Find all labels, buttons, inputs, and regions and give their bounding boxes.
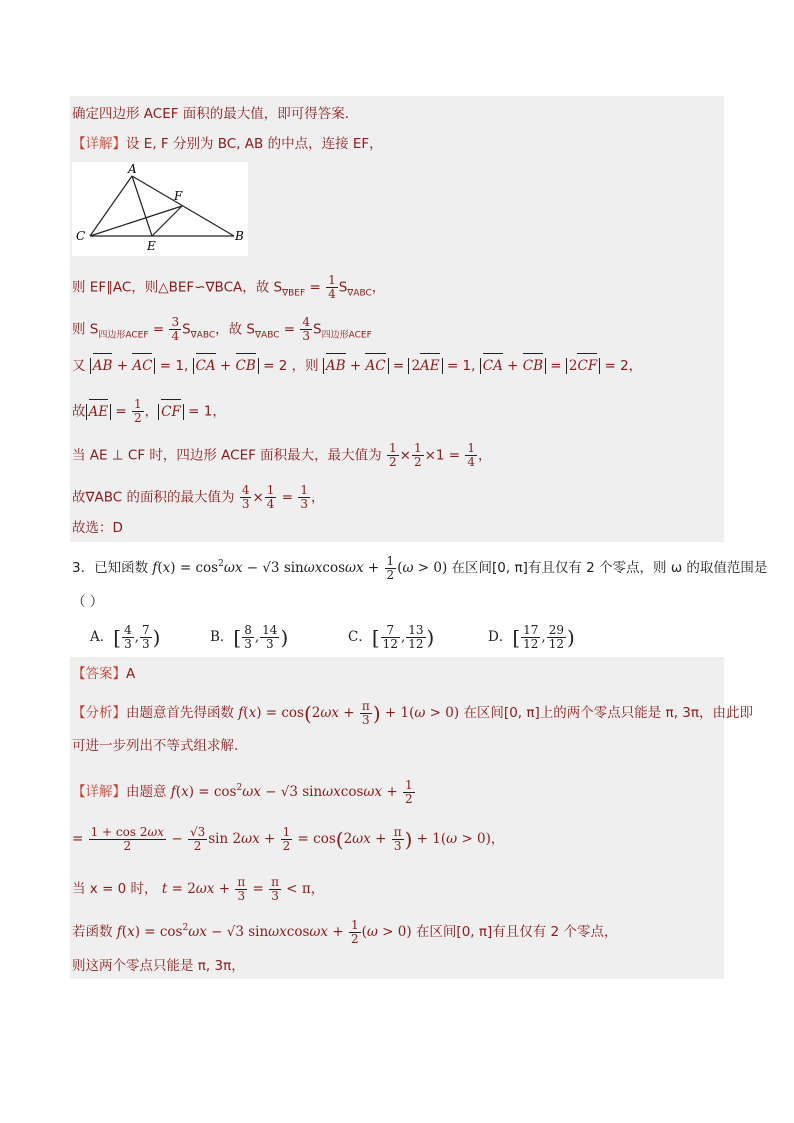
question-3	[72, 554, 767, 582]
l8-frac-1: $\frac{4}{3}$	[241, 483, 250, 511]
detail-line-3	[72, 876, 324, 903]
l5-abs-2: CA + CB	[193, 358, 259, 374]
detail-tag-2: 【详解】	[72, 784, 126, 800]
text-line-3	[72, 274, 385, 304]
question-3-paren: （ ）	[72, 594, 104, 610]
text-line-7: 当 AE ⊥ CF 时，四边形 ACEF 面积最大，最大值为 $\frac{1}{2}$ × $\frac{1}{2}$ ×1 = $\frac{1}{4}$ ，	[72, 441, 492, 469]
l5-abs-4: 2AE	[408, 358, 442, 374]
x0-formula: t = 2ωx + $\frac{\pi}{3}$ = $\frac{\pi}{3}$ < π，	[161, 875, 325, 903]
detail-line-2: = $\frac{1 + \cos 2\omega x}{2}$ − $\frac{√3}{2}$ sin 2ωx + $\frac{1}{2}$ = cos(2ωx + $\frac{\pi}{3}$ ) + 1(ω > 0)，	[72, 825, 505, 853]
l3-s: S	[338, 279, 348, 296]
text-line-4: 则 $S_{四边形ACEF}$ = $\frac{3}{4}$ $S_{\nabla ABC}$，故 $S_{\nabla ABC}$ = $\frac{4}{3}$ $S_{四边形ACEF}$	[72, 315, 372, 343]
option-c[interactable]: C．[ $\frac{7}{12}$ , $\frac{13}{12}$ )	[348, 623, 435, 651]
detail-line-5: 则这两个零点只能是 π, 3π，	[72, 958, 245, 974]
text-line-5: 又 AB + AC = 1, CA + CB = 2 ，则 AB + AC = 2AE = 1, CA + CB = 2CF = 2，	[72, 358, 643, 374]
l3-end: ，	[371, 279, 386, 296]
text-line-1: 确定四边形 ACEF 面积的最大值，即可得答案.	[72, 106, 350, 122]
label-A: A	[128, 162, 137, 176]
answer-tag: 【答案】	[72, 666, 126, 682]
ifn-post: 在区间[0, π]有且仅有 2 个零点，	[415, 924, 618, 940]
analysis-pre: 由题意首先得函数	[126, 705, 234, 721]
triangle-figure	[72, 162, 248, 256]
l8-text: 故∇ABC 的面积的最大值为	[72, 489, 235, 506]
ifn-pre: 若函数	[72, 924, 113, 940]
l7-frac-3: $\frac{1}{4}$	[467, 441, 476, 469]
l8-frac-3: $\frac{1}{3}$	[300, 483, 308, 511]
l5-then: ，则	[291, 358, 319, 374]
l6-abs-1: AE	[86, 404, 112, 420]
l6-mid: ，	[144, 403, 159, 420]
l3-frac: $\frac{1}{4}$	[328, 273, 336, 301]
l5-abs-1: AB + AC	[90, 358, 156, 374]
l3-text: 则 EF∥AC，则△BEF∽∇BCA，故 S	[72, 279, 283, 296]
l6-pre: 故	[72, 403, 86, 420]
q3-formula: $f(x) = \cos^2\omega x - √3$ sinωxcosωx + $\frac{1}{2}$ (ω > 0)	[152, 554, 448, 582]
l7-frac-2: $\frac{1}{2}$	[413, 441, 422, 469]
l3-eq: =	[305, 279, 326, 296]
l5-text: 又	[72, 358, 86, 374]
l4-sub2b: ∇ABC	[255, 330, 280, 341]
l4-sub: 四边形ACEF	[98, 330, 149, 341]
detail-pre: 由题意	[126, 784, 167, 800]
text-line-2-body: 设 E, F 分别为 BC, AB 的中点，连接 EF，	[126, 136, 383, 152]
x0-pre: 当 x = 0 时，	[72, 881, 158, 897]
ifn-formula: $f(x) = \cos^2\omega x - √3$ sinωxcosωx + $\frac{1}{2}$ (ω > 0)	[116, 918, 412, 946]
l6-abs-2: CF	[158, 404, 184, 420]
l4-pre: 则 S	[72, 321, 99, 338]
label-F: F	[174, 189, 183, 203]
l4-frac-2: $\frac{4}{3}$	[302, 315, 311, 343]
l7-text: 当 AE ⊥ CF 时，四边形 ACEF 面积最大，最大值为	[72, 447, 382, 464]
analysis-post: 在区间[0, π]上的两个零点只能是 π, 3π，由此即	[463, 705, 753, 721]
answer-line	[72, 664, 135, 684]
l4-sub2: ∇ABC	[190, 330, 216, 341]
detail-line-1	[72, 778, 416, 806]
detail-formula-1: $f(x) = \cos^2\omega x - √3$ sinωxcosωx + $\frac{1}{2}$	[170, 778, 413, 806]
l3-sub: ∇BEF	[282, 288, 306, 299]
label-C: C	[76, 229, 86, 243]
option-a[interactable]: A．[ $\frac{4}{3}$ , $\frac{7}{3}$ )	[90, 623, 161, 651]
detail-tag: 【详解】	[72, 136, 126, 152]
l5-abs-5: CA + CB	[480, 358, 546, 374]
l5-abs-6: 2CF	[566, 358, 600, 374]
detail-line-4	[72, 918, 617, 946]
l8-frac-2: $\frac{1}{4}$	[266, 483, 275, 511]
text-line-6: 故 AE = $\frac{1}{2}$ ， CF = 1，	[72, 397, 226, 425]
text-line-8: 故∇ABC 的面积的最大值为 $\frac{4}{3}$ × $\frac{1}{4}$ = $\frac{1}{3}$ ，	[72, 483, 325, 511]
q3-post: 在区间[0, π]有且仅有 2 个零点，则 ω 的取值范围是	[451, 560, 768, 576]
l7-frac-1: $\frac{1}{2}$	[388, 441, 397, 469]
label-B: B	[235, 229, 244, 243]
option-d[interactable]: D．[ $\frac{17}{12}$ , $\frac{29}{12}$ )	[488, 623, 575, 651]
answer-value: A	[126, 666, 136, 682]
analysis-formula: f(x) = cos(2ωx + $\frac{\pi}{3}$ ) + 1(ω > 0)	[238, 699, 460, 727]
l4-mid: ，故 S	[215, 321, 256, 338]
text-line-9: 故选：D	[72, 520, 123, 536]
triangle-svg	[72, 162, 248, 256]
label-E: E	[147, 239, 156, 253]
text-line-2	[72, 134, 383, 154]
l4-sub3: 四边形ACEF	[321, 330, 372, 341]
l3-sub2: ∇ABC	[347, 288, 372, 299]
analysis-line-1	[72, 700, 753, 727]
option-b[interactable]: B．[ $\frac{8}{3}$ , $\frac{14}{3}$ )	[210, 623, 289, 651]
l5-abs-3: AB + AC	[323, 358, 389, 374]
analysis-line-2: 可进一步列出不等式组求解.	[72, 738, 239, 754]
analysis-tag: 【分析】	[72, 705, 126, 721]
q3-pre: 3．已知函数	[72, 560, 149, 576]
l4-frac-1: $\frac{3}{4}$	[171, 315, 180, 343]
l6-frac: $\frac{1}{2}$	[134, 397, 142, 425]
